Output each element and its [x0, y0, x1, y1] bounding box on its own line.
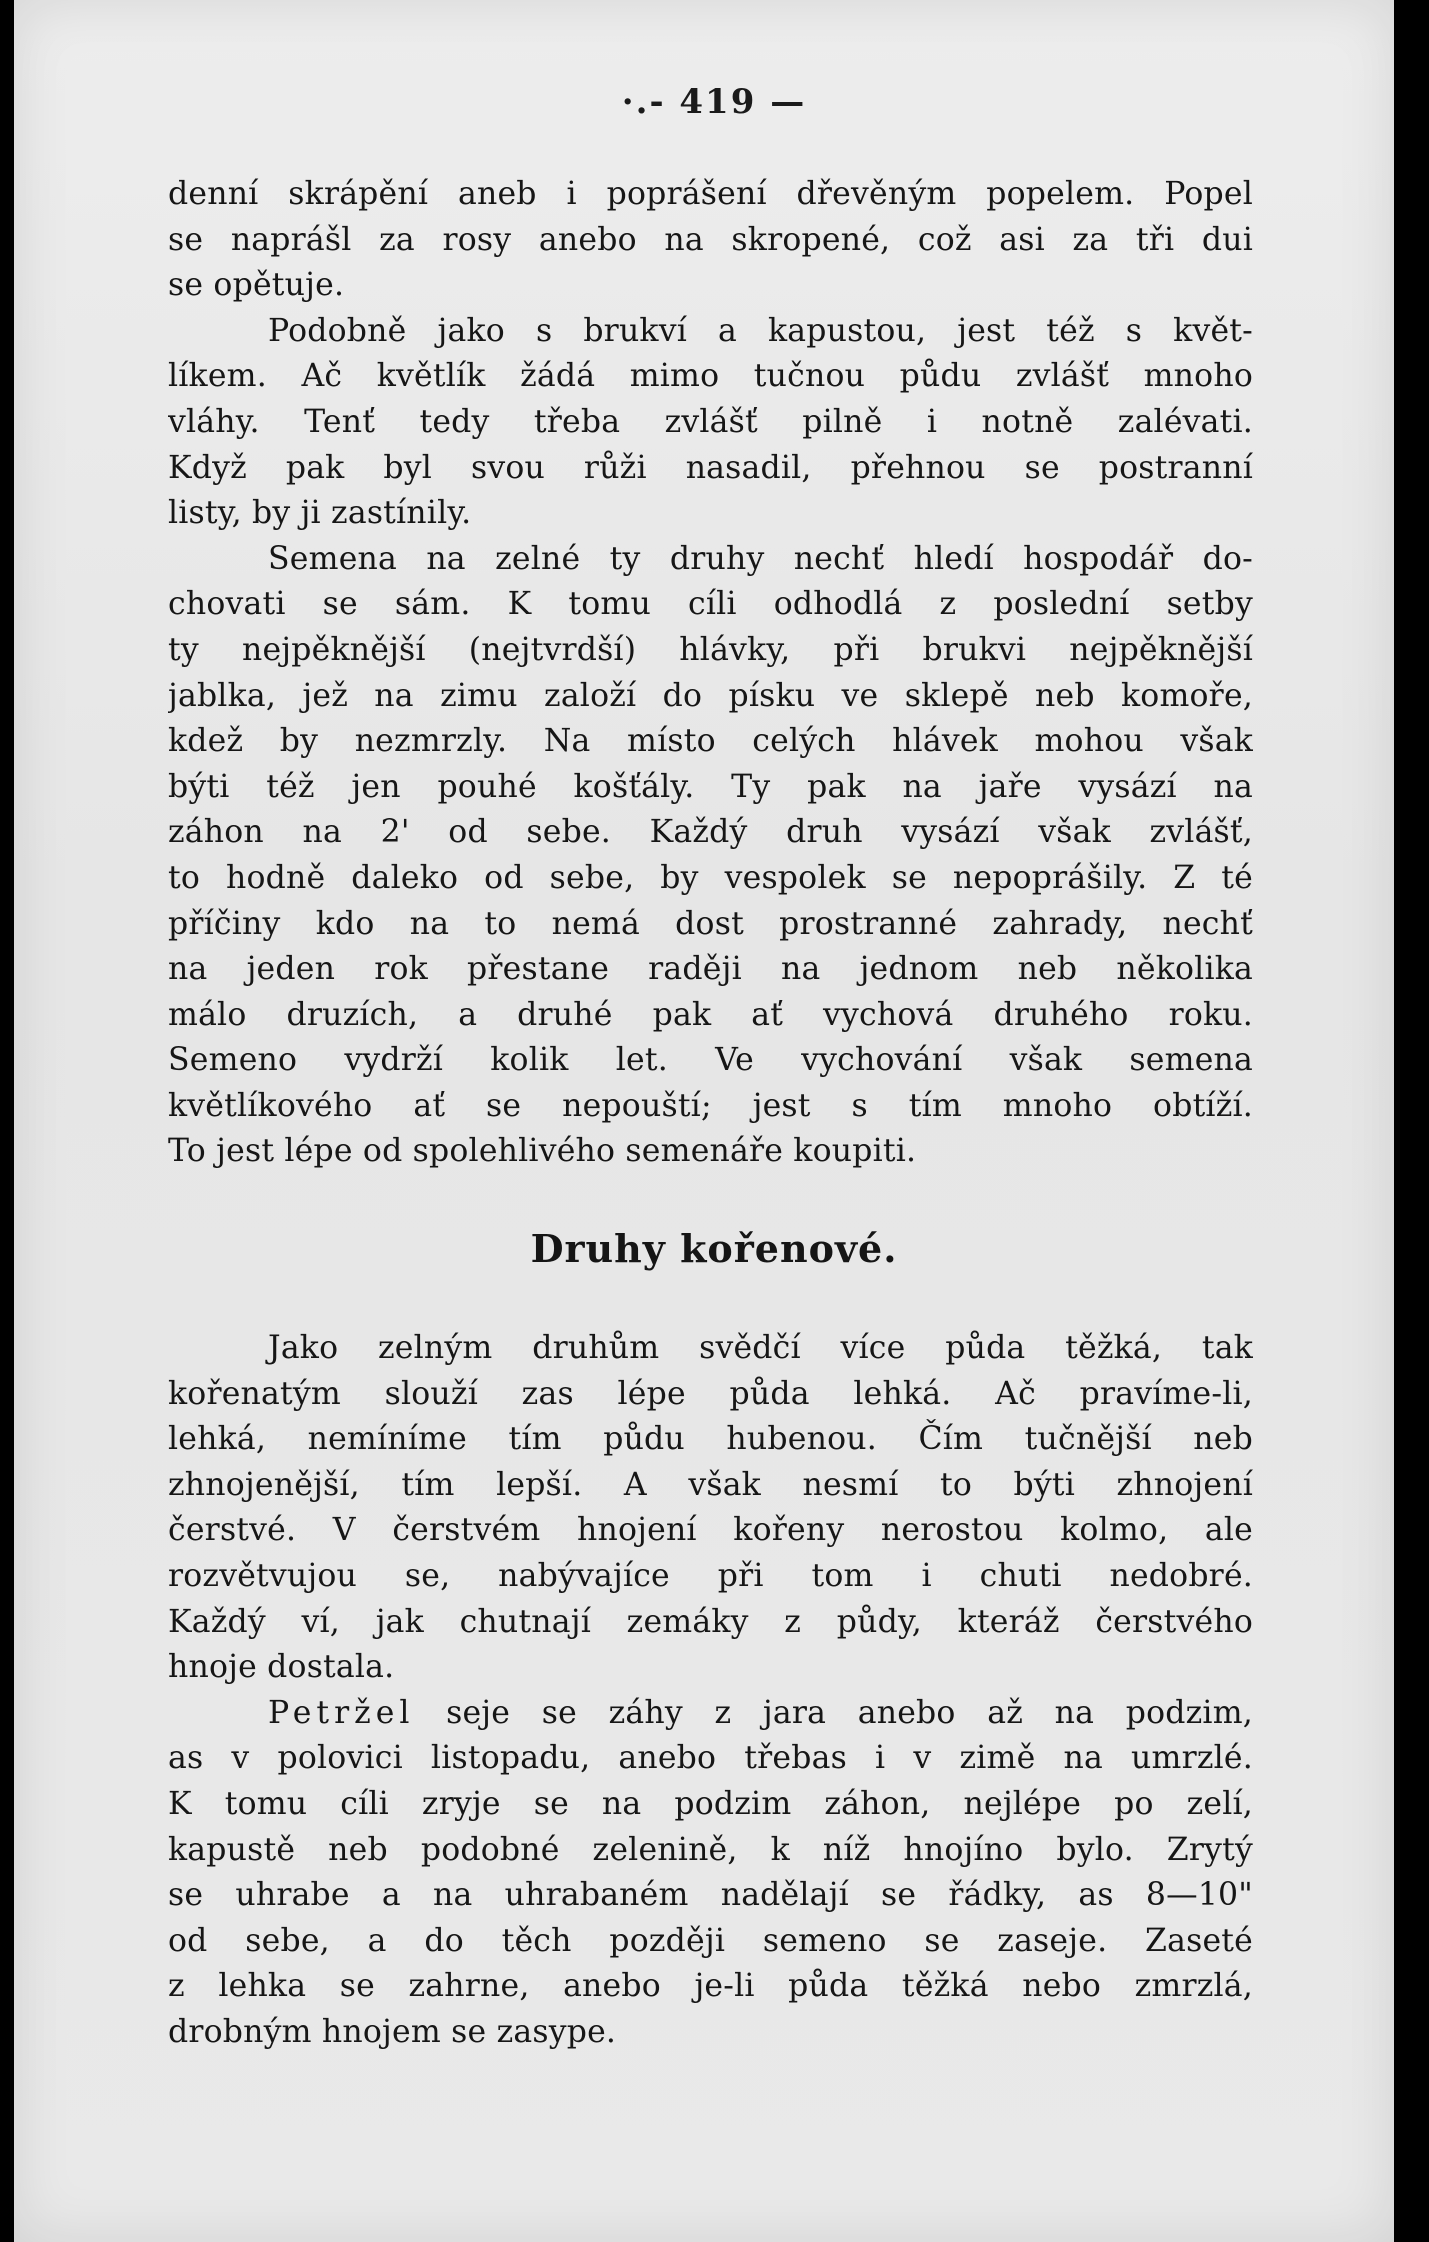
text-line-remainder: seje se záhy z jara anebo až na podzim, [446, 1694, 1253, 1731]
text-line: Semeno vydrží kolik let. Ve vychování však semena [168, 1042, 1253, 1079]
text-line: to hodně daleko od sebe, by vespolek se nepoprášily. Z té [168, 859, 1253, 896]
text-line: kdež by nezmrzly. Na místo celých hlávek mohou však [168, 723, 1253, 760]
text-line: listy, by ji zastínily. [168, 495, 472, 532]
text-line: denní skrápění aneb i poprášení dřevěným popelem. Popel [168, 176, 1253, 212]
paragraph-first-line: Jako zelným druhům svědčí více půda těžká, tak [268, 1330, 1253, 1366]
text-line: na jeden rok přestane raději na jednom neb několika [168, 951, 1253, 988]
text-line: květlíkového ať se nepouští; jest s tím mnoho obtíží. [168, 1087, 1253, 1124]
text-line: líkem. Ač květlík žádá mimo tučnou půdu zvlášť mnoho [168, 358, 1253, 395]
text-line: kapustě neb podobné zelenině, k níž hnojíno bylo. Zrytý [168, 1831, 1253, 1868]
text-line: drobným hnojem se zasype. [168, 2013, 617, 2050]
text-line: lehká, nemíníme tím půdu hubenou. Čím tučnější neb [168, 1421, 1253, 1458]
text-line: se uhrabe a na uhrabaném nadělají se řádky, as 8—10" [168, 1877, 1253, 1914]
text-line: chovati se sám. K tomu cíli odhodlá z poslední setby [168, 586, 1253, 623]
text-line: příčiny kdo na to nemá dost prostranné zahrady, nechť [168, 905, 1253, 942]
page-number: ·.- 419 — [621, 82, 807, 122]
text-line: kořenatým slouží zas lépe půda lehká. Ač pravíme-li, [168, 1375, 1253, 1412]
text-line: hnoje dostala. [168, 1649, 395, 1686]
section-2-text [168, 1326, 1253, 2056]
paragraph-first-line [168, 1691, 1253, 1737]
text-line: se naprášl za rosy anebo na skropené, což asi za tři dui [168, 221, 1253, 258]
text-line: K tomu cíli zryje se na podzim záhon, nejlépe po zelí, [168, 1785, 1253, 1822]
text-line: as v polovici listopadu, anebo třebas i v zimě na umrzlé. [168, 1740, 1253, 1777]
text-line: býti též jen pouhé košťály. Ty pak na jaře vysází na [168, 768, 1253, 805]
text-line: z lehka se zahrne, anebo je-li půda těžká nebo zmrzlá, [168, 1968, 1253, 2005]
text-line: od sebe, a do těch později semeno se zaseje. Zaseté [168, 1922, 1253, 1959]
text-line: To jest lépe od spolehlivého semenáře koupiti. [168, 1133, 917, 1170]
section-1-text [168, 172, 1253, 1175]
text-line: zhnojenější, tím lepší. A však nesmí to býti zhnojení [168, 1466, 1253, 1503]
book-page [14, 0, 1394, 2242]
text-line: se opětuje. [168, 267, 345, 304]
section-heading: Druhy kořenové. [530, 1226, 898, 1271]
text-line: vláhy. Tenť tedy třeba zvlášť pilně i notně zalévati. [168, 403, 1253, 440]
text-line: málo druzích, a druhé pak ať vychová druhého roku. [168, 996, 1253, 1033]
term-petrzel: Petržel [268, 1694, 415, 1731]
text-line: Když pak byl svou růži nasadil, přehnou se postranní [168, 449, 1253, 486]
paragraph-first-line: Semena na zelné ty druhy nechť hledí hospodář do- [268, 540, 1253, 577]
paragraph-first-line: Podobně jako s brukví a kapustou, jest též s květ- [268, 312, 1253, 349]
text-line: Každý ví, jak chutnají zemáky z půdy, kteráž čerstvého [168, 1603, 1253, 1640]
text-line: čerstvé. V čerstvém hnojení kořeny nerostou kolmo, ale [168, 1512, 1253, 1549]
text-line: jablka, jež na zimu založí do písku ve sklepě neb komoře, [168, 677, 1253, 714]
text-line: rozvětvujou se, nabývajíce při tom i chuti nedobré. [168, 1557, 1253, 1594]
text-line: ty nejpěknější (nejtvrdší) hlávky, při brukvi nejpěknější [168, 631, 1253, 668]
text-line: záhon na 2' od sebe. Každý druh vysází však zvlášť, [168, 814, 1253, 851]
